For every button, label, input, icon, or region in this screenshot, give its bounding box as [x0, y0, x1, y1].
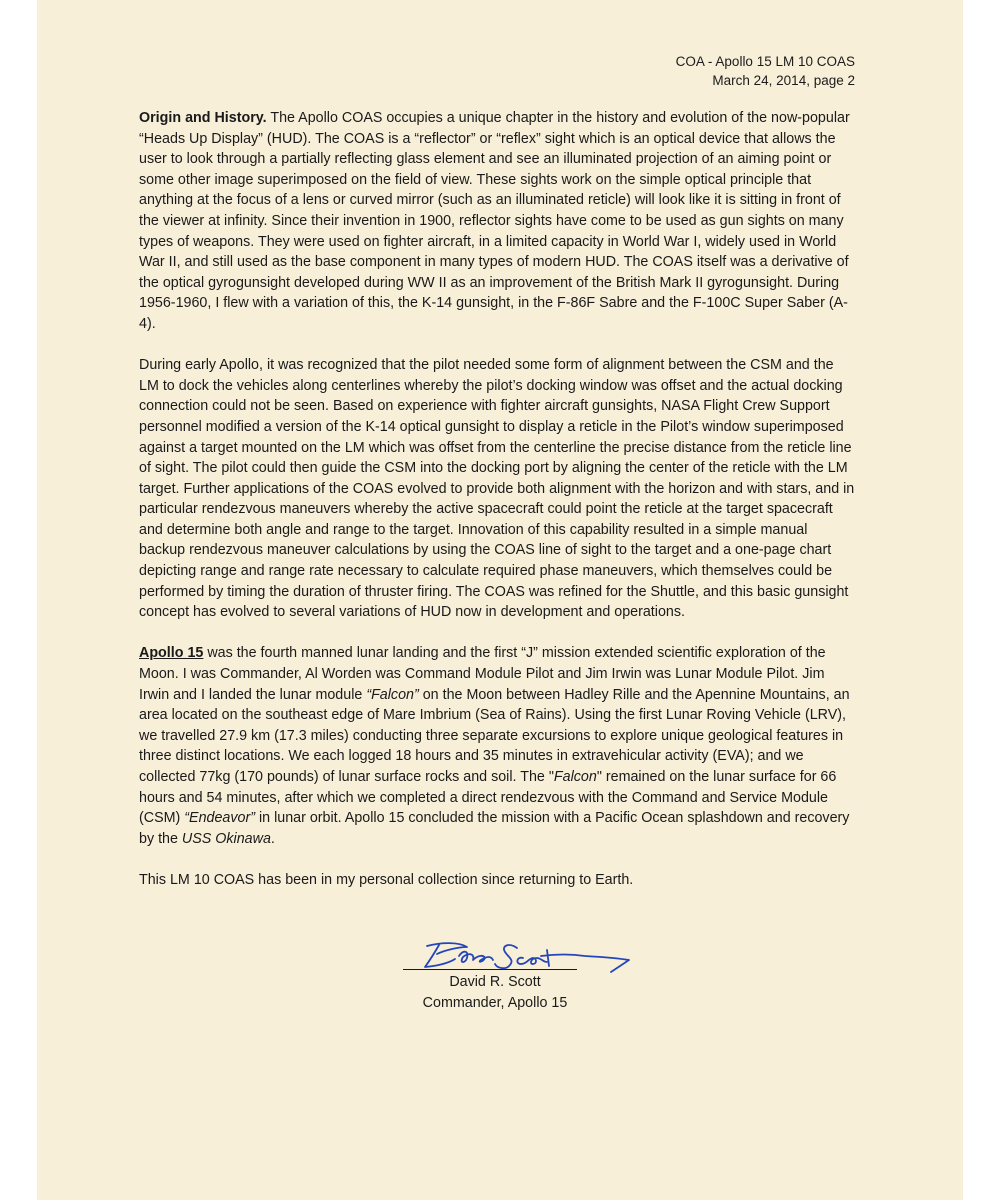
- document-page: [37, 0, 963, 1200]
- paragraph-text: The Apollo COAS occupies a unique chapter in the history and evolution of the now-popular “Heads Up Display” (HUD). The COAS is a “reflector” or “reflex” sight which is an optical device that allows the user to look through a partially reflecting glass element and see an illuminated projection of an aiming point or some other image superimposed on the field of view. These sights work on the simple optical principle that anything at the focus of a lens or curved mirror (such as an illuminated reticle) will look like it is sitting in front of the viewer at infinity. Since their invention in 1900, reflector sights have come to be used as gun sights on many types of weapons. They were used on fighter aircraft, in a limited capacity in World War I, widely used in World War II, and still used as the base component in many types of modern HUD. The COAS itself was a derivative of the optical gyrogunsight developed during WW II as an improvement of the British Mark II gyrogunsight. During 1956-1960, I flew with a variation of this, the K-14 gunsight, in the F-86F Sabre and the F-100C Super Saber (A-4).: [139, 110, 850, 332]
- signer-title: Commander, Apollo 15: [422, 995, 568, 1011]
- signature-block: [397, 936, 637, 1026]
- italic-falcon-2: Falcon: [553, 769, 597, 785]
- paragraph-origin-history: [139, 108, 857, 335]
- paragraph-text: .: [270, 830, 275, 847]
- page-header: [676, 52, 855, 90]
- paragraph-text: in lunar orbit. Apollo 15 concluded the mission with a Pacific Ocean splashdown and recovery by the: [139, 810, 850, 847]
- paragraph-text: " remained on the lunar surface for 66 hours and 54 minutes, after which we completed a direct rendezvous with the Command and Service Module (CSM): [139, 769, 837, 827]
- letter-body: [139, 108, 857, 891]
- italic-ship: USS Okinawa: [181, 830, 271, 847]
- closing-sentence: This LM 10 COAS has been in my personal collection since returning to Earth.: [139, 871, 634, 888]
- signer-name: David R. Scott: [449, 974, 541, 990]
- paragraph-text: on the Moon between Hadley Rille and the Apennine Mountains, an area located on the southeast edge of Mare Imbrium (Sea of Rains). Using the first Lunar Roving Vehicle (LRV), we travelled 27.9 km (17.3 miles) conducting three separate excursions to explore unique geological features in three distinct locations. We each logged 18 hours and 35 minutes in extravehicular activity (EVA); and we collected 77kg (170 pounds) of lunar surface rocks and soil. The ": [139, 686, 850, 785]
- header-title: COA - Apollo 15 LM 10 COAS: [675, 54, 855, 69]
- signature-strokes: [425, 943, 629, 972]
- paragraph-heading: Apollo 15: [139, 645, 204, 662]
- paragraph-apollo-15: [139, 643, 857, 849]
- paragraph-text: During early Apollo, it was recognized that the pilot needed some form of alignment between the CSM and the LM to dock the vehicles along centerlines whereby the pilot’s docking window was offset and the actual docking connection could not be seen. Based on experience with fighter aircraft gunsights, NASA Flight Crew Support personnel modified a version of the K-14 optical gunsight to display a reticle in the Pilot’s window superimposed against a target mounted on the LM which was offset from the centerline the precise distance from the reticle line of sight. The pilot could then guide the CSM into the docking port by aligning the center of the reticle with the LM target. Further applications of the COAS evolved to provide both alignment with the horizon and with stars, and in particular rendezvous maneuvers whereby the active spacecraft could point the reticle at the target spacecraft and determine both angle and range to the target. Innovation of this capability resulted in a simple manual backup rendezvous maneuver calculations by using the COAS line of sight to the target and a one-page chart depicting range and range rate necessary to calculate required phase maneuvers, which themselves could be performed by timing the duration of thruster firing. The COAS was refined for the Shuttle, and this basic gunsight concept has evolved to several variations of HUD now in development and operations.: [139, 357, 855, 621]
- italic-endeavor: “Endeavor”: [184, 810, 255, 827]
- handwritten-signature: [397, 936, 637, 976]
- paragraph-heading: Origin and History.: [139, 110, 267, 126]
- paragraph-early-apollo: [139, 355, 857, 623]
- paragraph-text: was the fourth manned lunar landing and the first “J” mission extended scientific exploration of the Moon. I was Commander, Al Worden was Command Module Pilot and Jim Irwin was Lunar Module Pilot. Jim Irwin and I landed the lunar module: [139, 645, 826, 703]
- signature-line: [403, 969, 577, 970]
- header-date-page: March 24, 2014, page 2: [712, 73, 855, 88]
- italic-falcon: “Falcon”: [366, 686, 419, 703]
